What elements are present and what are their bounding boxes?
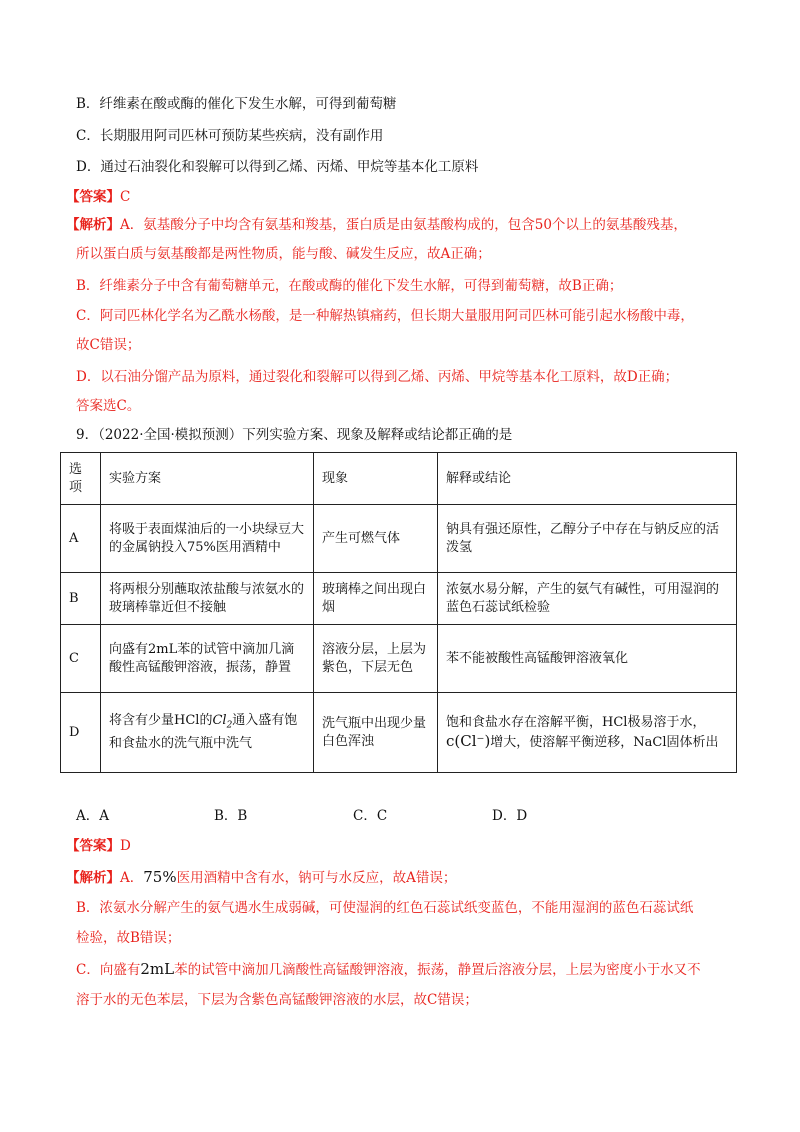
- row-phenomenon: 洗气瓶中出现少量白色浑浊: [314, 693, 438, 773]
- row-conclusion: [438, 693, 737, 773]
- q9-analysis-a-prefix: A．: [120, 870, 144, 886]
- analysis-label: 【解析】: [66, 217, 120, 233]
- q9-analysis-line-2: B．浓氨水分解产生的氨气遇水生成弱碱，可使湿润的红色石蕊试纸变蓝色，不能用湿润的蓝色石蕊试纸: [76, 900, 694, 916]
- q9-answer-line: [66, 836, 131, 856]
- answer-value: C: [120, 189, 131, 205]
- analysis-line-3: B．纤维素分子中含有葡萄糖单元，在酸或酶的催化下发生水解，可得到葡萄糖，故B正确；: [76, 278, 623, 294]
- answer-line: [66, 187, 130, 207]
- row-conclusion: 苯不能被酸性高锰酸钾溶液氧化: [438, 625, 737, 693]
- row-option: A: [61, 505, 101, 573]
- conclusion-text-2: 增大，使溶解平衡逆移，NaCl固体析出: [490, 734, 719, 750]
- q9-analysis-a-suffix: 医用酒精中含有水，钠可与水反应，故A错误；: [176, 870, 457, 886]
- q9-analysis-line-4: [76, 959, 701, 980]
- table-row: [61, 573, 737, 625]
- row-phenomenon: 产生可燃气体: [314, 505, 438, 573]
- experiment-table: [60, 452, 737, 773]
- analysis-line-1: [66, 215, 687, 235]
- plan-text-2: 通入盛有饱和食盐水的洗气瓶中洗气: [109, 713, 298, 751]
- row-phenomenon: 溶液分层，上层为紫色，下层无色: [314, 625, 438, 693]
- header-option: 选项: [61, 453, 101, 505]
- question-stem: 9．（2022·全国·模拟预测）下列实验方案、现象及解释或结论都正确的是: [76, 427, 513, 443]
- row-plan: 将吸于表面煤油后的一小块绿豆大的金属钠投入75%医用酒精中: [101, 505, 314, 573]
- table-header-row: [61, 453, 737, 505]
- q9-analysis-c-prefix: C．向盛有: [76, 962, 141, 978]
- q9-analysis-line-5: 溶于水的无色苯层，下层为含紫色高锰酸钾溶液的水层，故C错误；: [76, 992, 478, 1008]
- percent-value: 75%: [143, 868, 177, 886]
- row-plan: 向盛有2mL苯的试管中滴加几滴酸性高锰酸钾溶液，振荡，静置: [101, 625, 314, 693]
- table-row: [61, 625, 737, 693]
- q9-answer-value: D: [120, 838, 131, 854]
- analysis-line-6: D．以石油分馏产品为原料，通过裂化和裂解可以得到乙烯、丙烯、甲烷等基本化工原料，故D正确；: [76, 369, 679, 385]
- choice-d: D．D: [492, 808, 528, 824]
- q9-analysis-line-1: [66, 867, 456, 888]
- choice-b: B．B: [214, 808, 248, 824]
- option-b-text: B．纤维素在酸或酶的催化下发生水解，可得到葡萄糖: [76, 96, 397, 112]
- q9-analysis-line-3: 检验，故B错误；: [76, 930, 181, 946]
- option-c-text: C．长期服用阿司匹林可预防某些疾病，没有副作用: [76, 128, 384, 144]
- header-conclusion: 解释或结论: [438, 453, 737, 505]
- chloride-concentration-formula: c(Cl⁻): [446, 731, 491, 750]
- choice-c: C．C: [353, 808, 388, 824]
- q9-answer-label: 【答案】: [66, 838, 120, 854]
- conclusion-text-1: 饱和食盐水存在溶解平衡，HCl极易溶于水，: [446, 714, 706, 730]
- q9-analysis-c-suffix: 苯的试管中滴加几滴酸性高锰酸钾溶液，振荡，静置后溶液分层，上层为密度小于水又不: [174, 962, 701, 978]
- row-option: C: [61, 625, 101, 693]
- row-conclusion: 浓氨水易分解，产生的氨气有碱性，可用湿润的蓝色石蕊试纸检验: [438, 573, 737, 625]
- table-row: [61, 505, 737, 573]
- header-plan: 实验方案: [101, 453, 314, 505]
- option-d-text: D．通过石油裂化和裂解可以得到乙烯、丙烯、甲烷等基本化工原料: [76, 159, 479, 175]
- row-option: B: [61, 573, 101, 625]
- analysis-line-2: 所以蛋白质与氨基酸都是两性物质，能与酸、碱发生反应，故A正确；: [76, 246, 491, 262]
- row-plan: 将两根分别蘸取浓盐酸与浓氨水的玻璃棒靠近但不接触: [101, 573, 314, 625]
- row-conclusion: 钠具有强还原性，乙醇分子中存在与钠反应的活泼氢: [438, 505, 737, 573]
- row-plan: [101, 693, 314, 773]
- row-option: D: [61, 693, 101, 773]
- plan-text-1: 将含有少量HCl的: [109, 713, 213, 729]
- row-phenomenon: 玻璃棒之间出现白烟: [314, 573, 438, 625]
- choice-a: A．A: [76, 808, 109, 824]
- analysis-line-7: 答案选C。: [76, 398, 141, 414]
- answer-label: 【答案】: [66, 189, 120, 205]
- analysis-text: A．氨基酸分子中均含有氨基和羧基，蛋白质是由氨基酸构成的，包含50个以上的氨基酸残基，: [120, 217, 687, 233]
- chemical-formula-cl2: $Cl_2$: [212, 713, 233, 731]
- volume-value: 2mL: [140, 960, 175, 978]
- table-row: [61, 693, 737, 773]
- q9-analysis-label: 【解析】: [66, 870, 120, 886]
- header-phenomenon: 现象: [314, 453, 438, 505]
- analysis-line-5: 故C错误；: [76, 337, 141, 353]
- analysis-line-4: C．阿司匹林化学名为乙酰水杨酸，是一种解热镇痛药，但长期大量服用阿司匹林可能引起水杨酸中毒，: [76, 308, 694, 324]
